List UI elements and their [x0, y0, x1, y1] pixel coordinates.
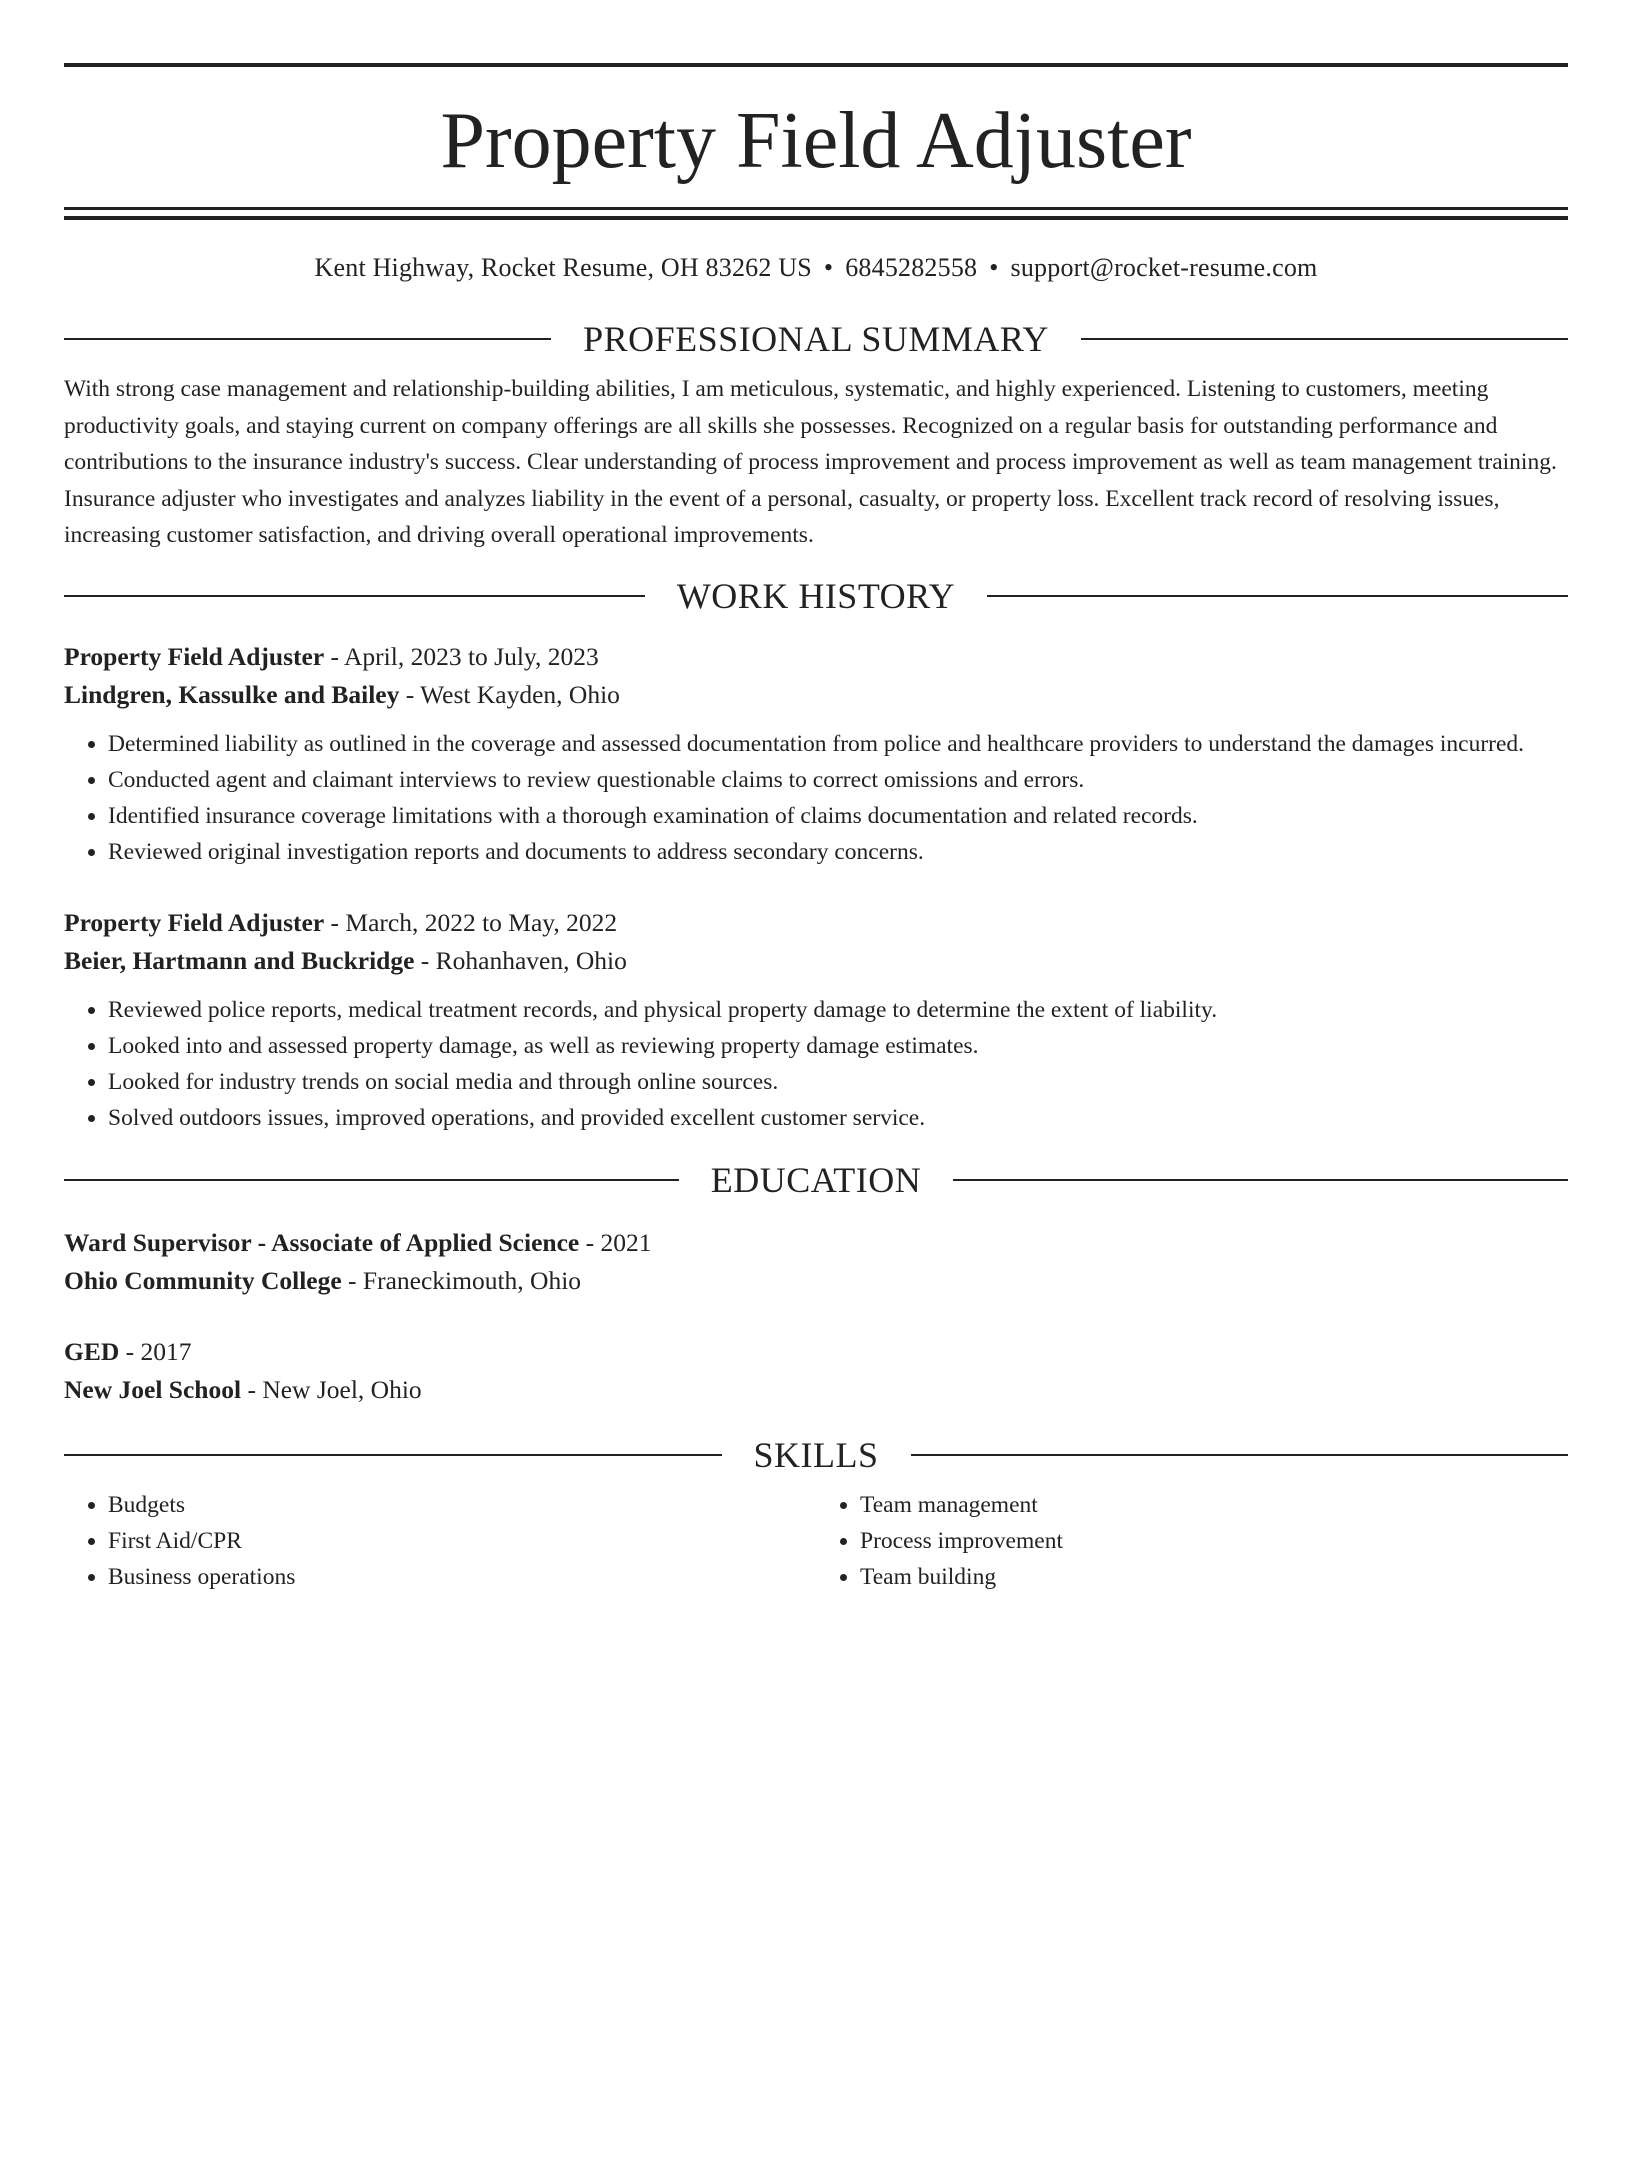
skills-columns: [64, 1487, 1568, 1595]
job-bullets: [64, 992, 1568, 1136]
list-item: • Determined liability as outlined in the coverage and assessed documentation from police and healthcare providers to understand the damages incurred.: [108, 726, 1568, 762]
job-entry: [64, 638, 1568, 870]
education-school-line: [64, 1371, 1568, 1409]
resume-page: [0, 63, 1632, 2175]
list-item: • Business operations: [108, 1559, 816, 1595]
education-location: - Franeckimouth, Ohio: [341, 1265, 582, 1295]
list-item: • Team building: [860, 1559, 1568, 1595]
job-title-line: [64, 904, 1568, 942]
section-rule-left: [64, 1454, 722, 1456]
list-item: • Budgets: [108, 1487, 816, 1523]
list-item: • Reviewed police reports, medical treatment records, and physical property damage to determine the extent of liability.: [108, 992, 1568, 1028]
section-header-skills: [64, 1435, 1568, 1475]
education-school-line: [64, 1262, 1568, 1300]
job-company: Lindgren, Kassulke and Bailey: [64, 679, 400, 709]
list-item: • Team management: [860, 1487, 1568, 1523]
education-year: - 2021: [579, 1227, 652, 1257]
section-rule-left: [64, 1179, 679, 1181]
section-title-work: WORK HISTORY: [676, 575, 956, 616]
list-item: • Reviewed original investigation reports and documents to address secondary concerns.: [108, 834, 1568, 870]
job-title-line: [64, 638, 1568, 676]
section-header-work: [64, 576, 1568, 616]
education-entry: [64, 1224, 1568, 1300]
list-item: • Looked for industry trends on social media and through online sources.: [108, 1064, 1568, 1100]
section-rule-left: [64, 595, 645, 597]
section-header-education: [64, 1160, 1568, 1200]
education-degree: GED: [64, 1336, 120, 1366]
job-entry: [64, 904, 1568, 1136]
education-entry: [64, 1333, 1568, 1409]
job-company-line: [64, 676, 1568, 714]
job-company: Beier, Hartmann and Buckridge: [64, 945, 415, 975]
list-item: • Solved outdoors issues, improved operations, and provided excellent customer service.: [108, 1100, 1568, 1136]
header-rule-lower: [64, 216, 1568, 220]
list-item: • Identified insurance coverage limitations with a thorough examination of claims documentation and related records.: [108, 798, 1568, 834]
contact-phone: 6845282558: [845, 253, 978, 282]
section-rule-right: [953, 1179, 1568, 1181]
job-dates: - March, 2022 to May, 2022: [324, 907, 618, 937]
list-item: • Looked into and assessed property damage, as well as reviewing property damage estimates.: [108, 1028, 1568, 1064]
section-title-education: EDUCATION: [710, 1159, 922, 1200]
education-school: New Joel School: [64, 1374, 242, 1404]
job-bullets: [64, 726, 1568, 870]
summary-text: With strong case management and relationship-building abilities, I am meticulous, systematic, and highly experienced. Listening to customers, meeting productivity goals, and staying current on company offerings are all skills she possesses. Recognized on a regular basis for outstanding performance and contributions to the insurance industry's success. Clear understanding of process improvement and process improvement as well as team management training. Insurance adjuster who investigates and analyzes liability in the event of a personal, casualty, or property loss. Excellent track record of resolving issues, increasing customer satisfaction, and driving overall operational improvements.: [64, 376, 1557, 548]
section-rule-right: [911, 1454, 1569, 1456]
education-degree: Ward Supervisor - Associate of Applied Science: [64, 1227, 580, 1257]
job-location: - West Kayden, Ohio: [399, 679, 620, 709]
contact-address: Kent Highway, Rocket Resume, OH 83262 US: [314, 253, 812, 282]
candidate-name: Property Field Adjuster: [440, 97, 1192, 185]
contact-line: [64, 253, 1568, 283]
list-item: • Conducted agent and claimant interviews to review questionable claims to correct omissions and errors.: [108, 762, 1568, 798]
contact-separator: •: [989, 253, 999, 282]
section-rule-right: [1081, 338, 1568, 340]
section-rule-right: [987, 595, 1568, 597]
job-role: Property Field Adjuster: [64, 641, 325, 671]
skills-list-left: [64, 1487, 816, 1595]
list-item: • Process improvement: [860, 1523, 1568, 1559]
section-header-summary: [64, 319, 1568, 359]
contact-email: support@rocket-resume.com: [1010, 253, 1318, 282]
list-item: • First Aid/CPR: [108, 1523, 816, 1559]
education-year: - 2017: [119, 1336, 192, 1366]
education-school: Ohio Community College: [64, 1265, 342, 1295]
header-rule-upper: [64, 207, 1568, 210]
job-company-line: [64, 942, 1568, 980]
job-role: Property Field Adjuster: [64, 907, 325, 937]
section-title-summary: PROFESSIONAL SUMMARY: [583, 319, 1049, 359]
job-dates: - April, 2023 to July, 2023: [324, 641, 599, 671]
education-location: - New Joel, Ohio: [241, 1374, 422, 1404]
skills-list-right: [816, 1487, 1568, 1595]
job-location: - Rohanhaven, Ohio: [414, 945, 627, 975]
section-rule-left: [64, 338, 551, 340]
education-degree-line: [64, 1224, 1568, 1262]
contact-separator: •: [823, 253, 834, 282]
education-degree-line: [64, 1333, 1568, 1371]
section-title-skills: SKILLS: [753, 1434, 879, 1475]
